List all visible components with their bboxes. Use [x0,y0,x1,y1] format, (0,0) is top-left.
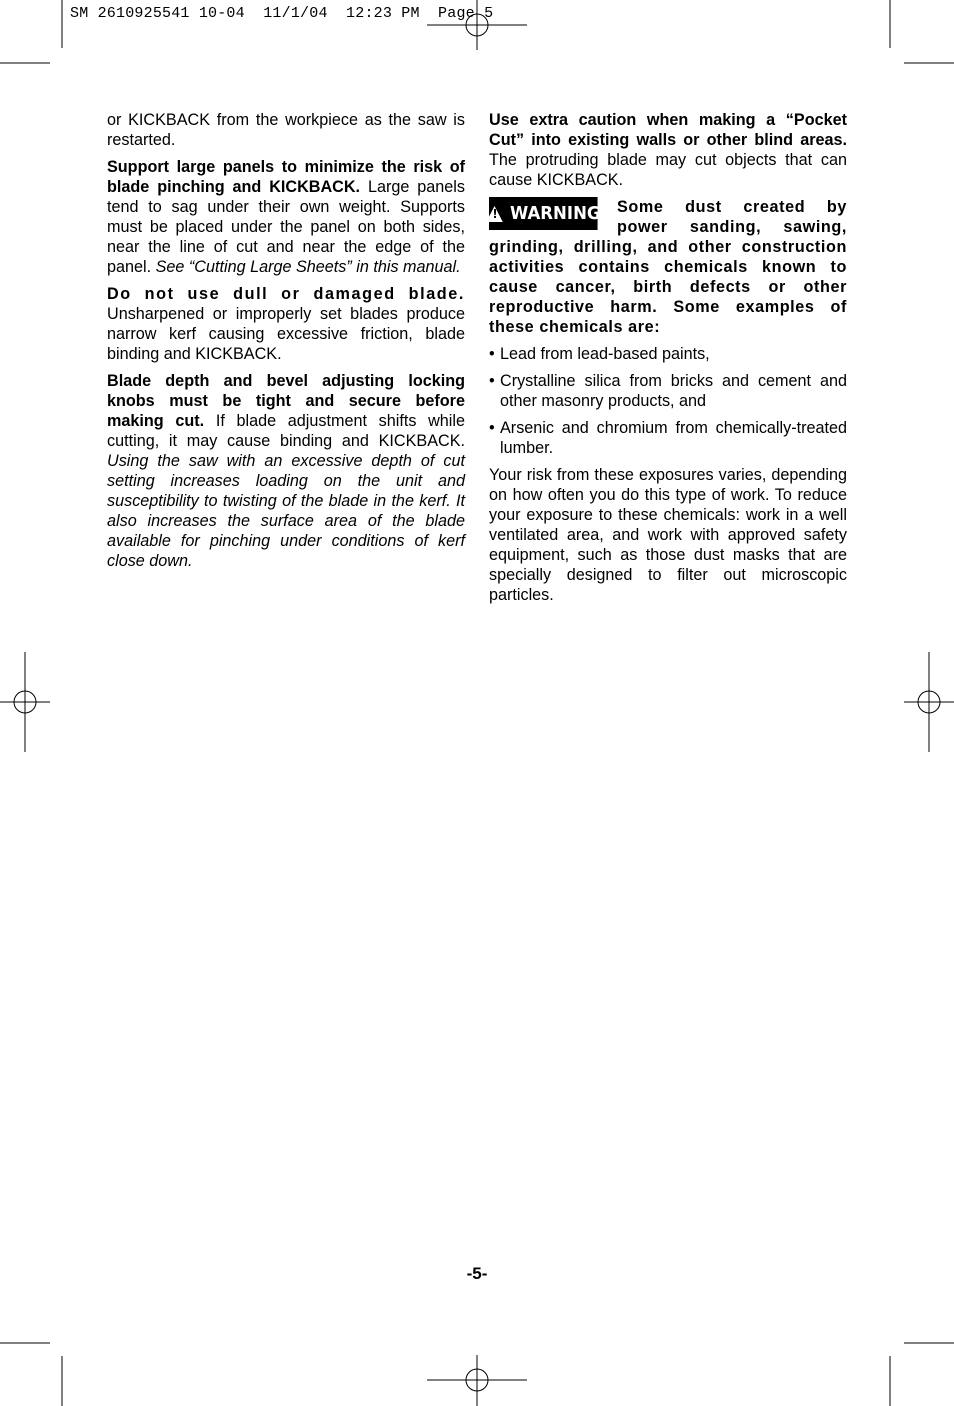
heading-support-panels: Support large panels to minimize the risk of blade pinching and KICKBACK. [107,158,465,196]
warning-block [489,197,847,337]
paragraph-locking-knobs [107,371,465,571]
bullet-icon: • [489,419,495,437]
note-depth-of-cut: Using the saw with an excessive depth of cut setting increases loading on the unit and susceptibility to twisting of the blade in the kerf. It also increases the surface area of the blade available for pinching under conditions of kerf close down. [107,452,465,570]
printer-slug: SM 2610925541 10-04 11/1/04 12:23 PM Page 5 [70,5,494,22]
left-column [107,110,465,578]
body-locking-knobs: If blade adjustment shifts while cutting, it may cause binding and KICKBACK. [107,412,465,450]
warning-badge [489,197,601,230]
warning-label: WARNING [509,202,601,224]
heading-dull-blade: Do not use dull or damaged blade. [107,285,465,303]
body-pocket-cut: The protruding blade may cut objects that can cause KICKBACK. [489,151,847,189]
paragraph-pocket-cut [489,110,847,190]
warning-triangle-icon: ! [486,206,503,222]
list-item [489,344,847,364]
reference-cutting-large-sheets: See “Cutting Large Sheets” in this manual. [155,258,461,276]
heading-locking-knobs: Blade depth and bevel adjusting locking knobs must be tight and secure before making cut. [107,372,465,430]
heading-pocket-cut: Use extra caution when making a “Pocket Cut” into existing walls or other blind areas. [489,111,847,149]
paragraph-support-panels [107,157,465,277]
paragraph-dull-blade [107,284,465,364]
warning-text: Some dust created by power sanding, sawing, grinding, drilling, and other construction activities contains chemicals known to cause cancer, birth defects or other reproductive harm. Some examples of these chemicals are: [489,198,847,336]
list-item-text: Arsenic and chromium from chemically-treated lumber. [500,419,847,457]
list-item [489,418,847,458]
right-column [489,110,847,612]
body-support-panels: Large panels tend to sag under their own weight. Supports must be placed under the panel on both sides, near the line of cut and near the edge of the panel. [107,178,465,276]
bullet-icon: • [489,345,495,363]
list-item-text: Crystalline silica from bricks and cement and other masonry products, and [500,372,847,410]
paragraph-exposure-risk: Your risk from these exposures varies, depending on how often you do this type of work. To reduce your exposure to these chemicals: work in a well ventilated area, and work with approved safety equipment, such as those dust masks that are specially designed to filter out microscopic particles. [489,466,847,604]
bullet-icon: • [489,372,495,390]
list-item [489,371,847,411]
body-dull-blade: Unsharpened or improperly set blades produce narrow kerf causing excessive friction, blade binding and KICKBACK. [107,305,465,363]
paragraph-kickback-restart: or KICKBACK from the workpiece as the saw is restarted. [107,111,465,149]
list-item-text: Lead from lead-based paints, [500,345,710,363]
page-number: -5- [466,1264,488,1283]
